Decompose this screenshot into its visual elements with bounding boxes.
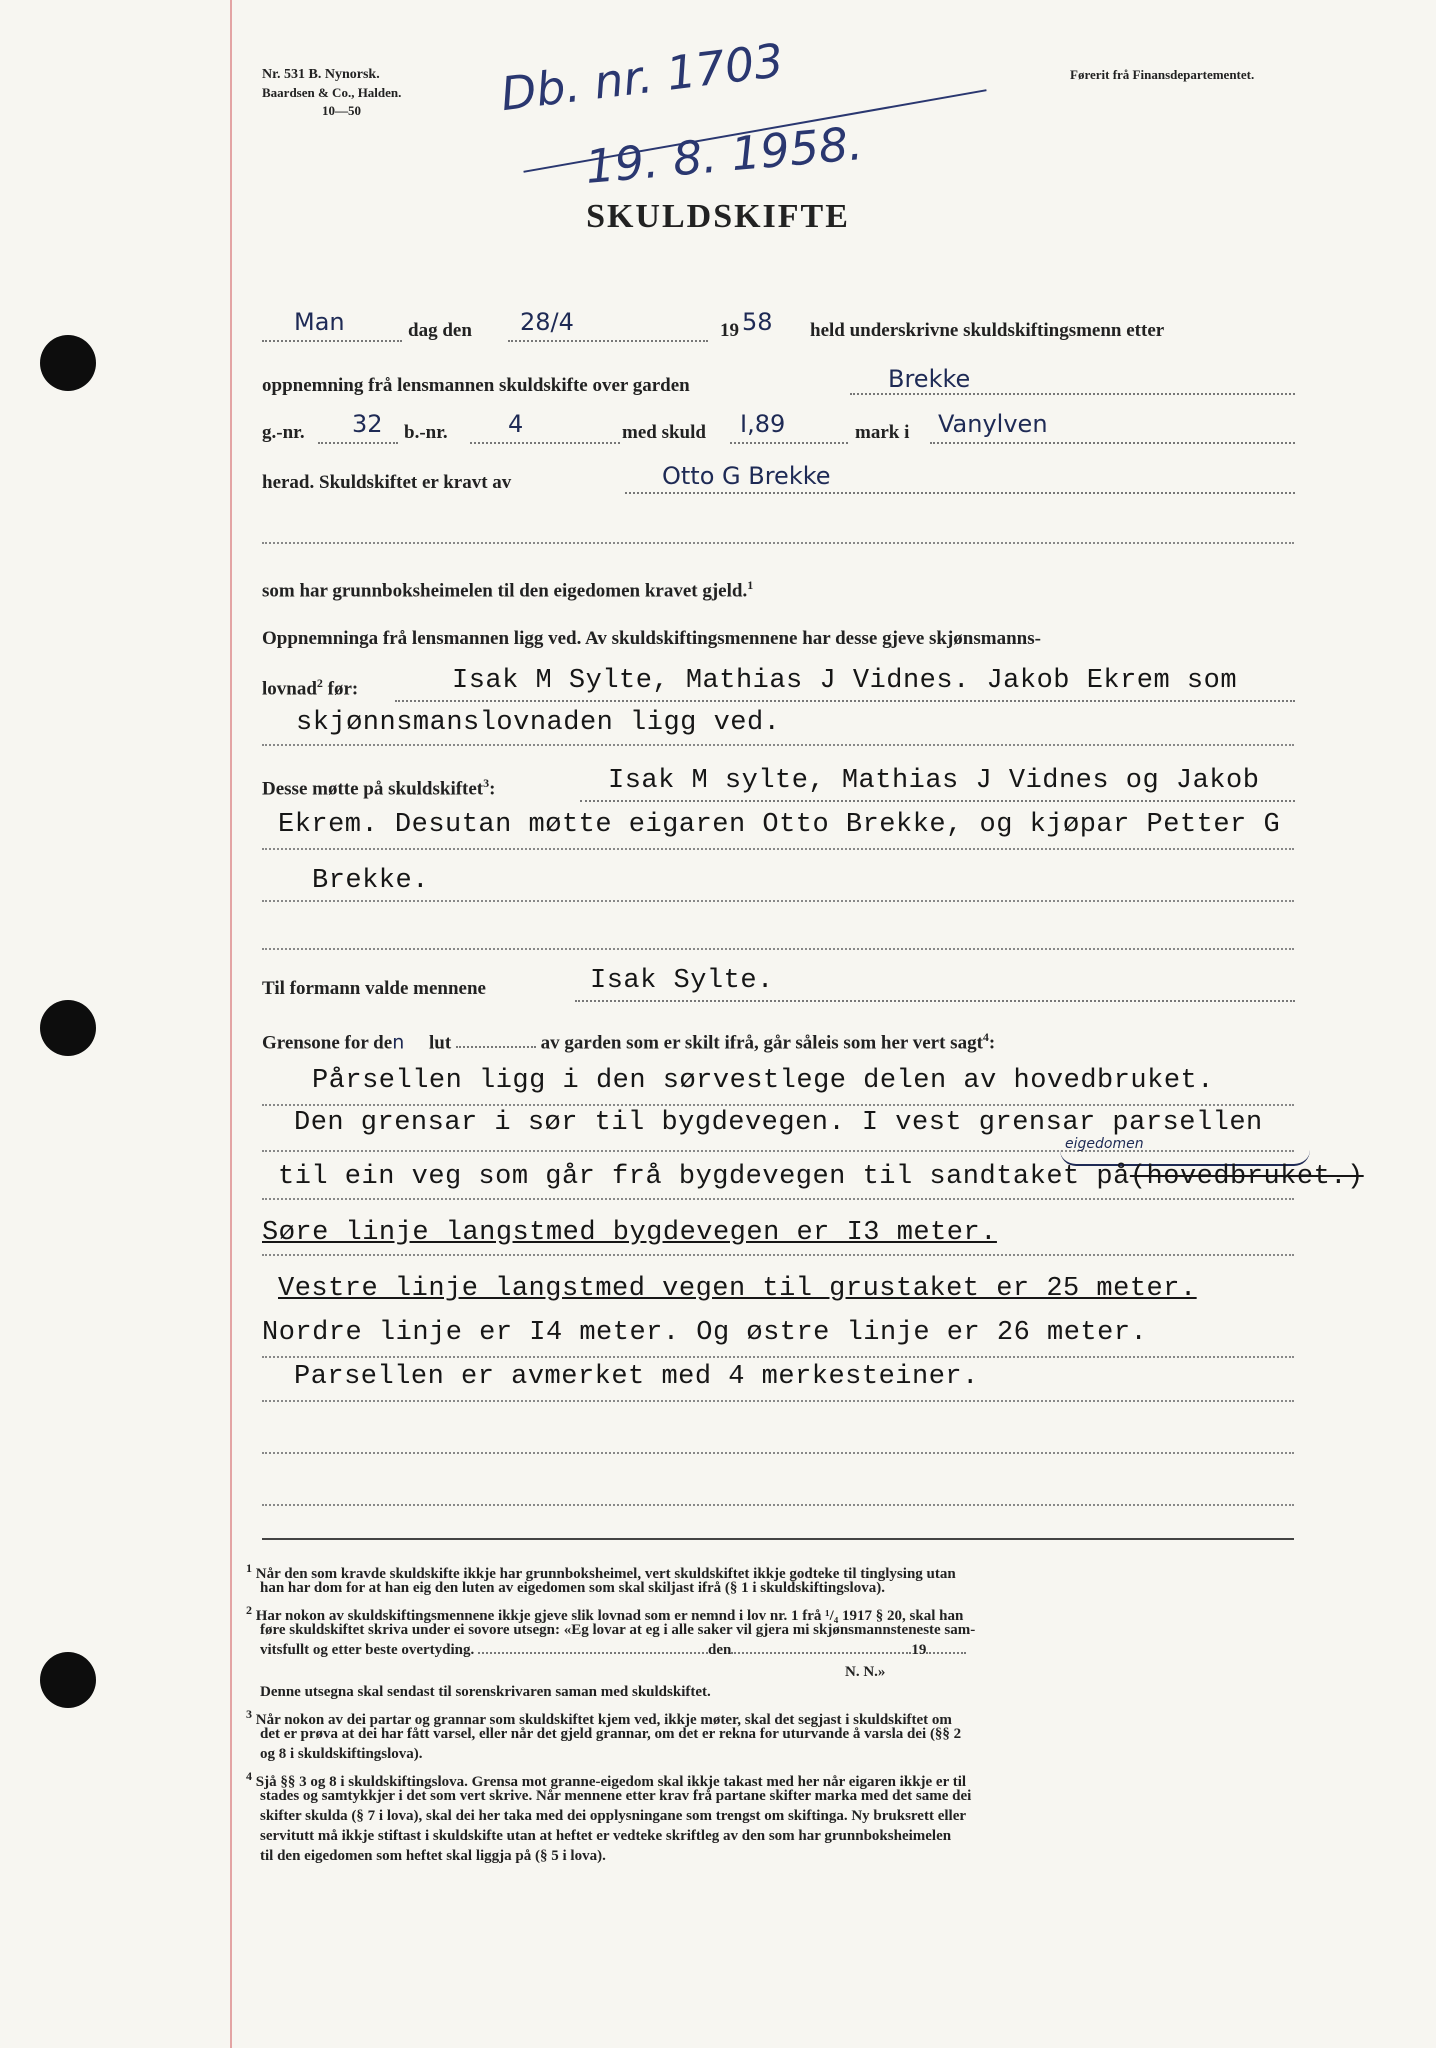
footnote-4-line-a: $^4$ Sjå §§ 3 og 8 i skuldskiftingslova. Grensa mot granne-eigedom skal ikkje takast med her når eigaren ikkje er til (246, 1769, 967, 1790)
registration-stamp-line1: Db. nr. 1703 (497, 32, 787, 122)
punch-hole-top (40, 335, 96, 391)
blank-line (262, 1356, 1294, 1358)
label-mark-i: mark i (855, 422, 910, 443)
blank-line (850, 393, 1295, 395)
label-herad: herad. Skuldskiftet er kravt av (262, 472, 512, 493)
claimant: Otto G Brekke (662, 462, 831, 490)
boundary-line-7: Parsellen er avmerket med 4 merkesteiner. (294, 1362, 979, 1392)
blank-line (625, 492, 1295, 494)
punch-hole-middle (40, 1000, 96, 1056)
punch-hole-bottom (40, 1652, 96, 1708)
sworn-line-1: Isak M Sylte, Mathias J Vidnes. Jakob Ekrem som (452, 666, 1238, 696)
boundary-line-3: til ein veg som går frå bygdevegen til sandtaket på(hovedbruket.) (278, 1162, 1364, 1192)
footnote-2-line-a: $^2$ Har nokon av skuldskiftingsmennene ikkje gjeve slik lovnad som er nemnd i lov nr. 1 frå ¹/₄ 1917 § 20, skal han (246, 1603, 964, 1624)
footnote-4-line-e: til den eigedomen som heftet skal liggja på (§ 5 i lova). (260, 1848, 606, 1864)
label-held: held underskrivne skuldskiftingsmenn etter (810, 320, 1165, 341)
boundary-line-2: Den grensar i sør til bygdevegen. I vest grensar parsellen (294, 1108, 1263, 1138)
boundary-line-5: Vestre linje langstmed vegen til grustaket er 25 meter. (278, 1274, 1197, 1304)
label-oppnemning: oppnemning frå lensmannen skuldskifte over garden (262, 375, 690, 396)
footnote-2-line-d: Denne utsegna skal sendast til sorenskrivaren saman med skuldskiftet. (260, 1684, 711, 1700)
boundary-line-4: Søre linje langstmed bygdevegen er I3 meter. (262, 1218, 997, 1248)
boundary-line-6: Nordre linje er I4 meter. Og østre linje er 26 meter. (262, 1318, 1148, 1348)
blank-line (395, 700, 1295, 702)
blank-line (262, 848, 1294, 850)
blank-line (575, 1000, 1295, 1002)
blank-line (262, 1104, 1294, 1106)
page-title: SKULDSKIFTE (586, 198, 850, 235)
margin-rule (230, 0, 232, 2048)
blank-line (262, 1198, 1294, 1200)
municipality: Vanylven (938, 410, 1048, 438)
blank-line (262, 1452, 1294, 1454)
form-header (262, 66, 401, 120)
gnr: 32 (352, 410, 383, 438)
lovnad-label: lovnad$^2$ før: (262, 676, 359, 700)
blank-line (262, 900, 1294, 902)
footnote-3-line-a: $^3$ Når nokon av dei partar og grannar som skuldskiftet kjem ved, ikkje møter, skal det segjast i skuldskiftet om (246, 1707, 952, 1728)
footnote-3-line-c: og 8 i skuldskiftingslova). (260, 1746, 423, 1762)
authority-note: Førerit frå Finansdepartementet. (1070, 67, 1255, 82)
farm-name: Brekke (888, 365, 971, 393)
year-prefix: 19 (720, 320, 739, 341)
blank-line (318, 442, 398, 444)
year-suffix: 58 (742, 308, 773, 336)
skuld: I,89 (740, 410, 786, 438)
footnote-4-line-d: servitutt må ikkje stiftast i skuldskifte utan at heftet er vedteke skriftleg av den som har grunnboksheimelen (260, 1828, 952, 1844)
blank-line (262, 1254, 1294, 1256)
footnote-2-signature: N. N.» (845, 1664, 886, 1680)
footnote-3-line-b: det er prøva at dei har fått varsel, eller når det gjeld grannar, om det er rekna for uturvande å varsla dei (§§ 2 (260, 1726, 962, 1742)
label-dag-den: dag den (408, 320, 472, 341)
footnote-4-line-c: skifter skulda (§ 7 i lova), skal dei her taka med dei opplysningane som trengst om skiftinga. Ny bruksrett eller (260, 1808, 967, 1824)
chairman: Isak Sylte. (590, 966, 774, 996)
label-med-skuld: med skuld (622, 422, 706, 443)
blank-line (730, 442, 848, 444)
footnote-2-line-b: føre skuldskiftet skriva under ei sovore utsegn: «Eg lovar at eg i alle saker vil gjera mi skjønsmannsteneste sam- (260, 1622, 976, 1638)
footnote-1-line-b: han har dom for at han eig den luten av eigedomen som skal skiljast ifrå (§ 1 i skuldskiftingslova). (260, 1580, 885, 1596)
blank-line (508, 340, 708, 342)
day-name: Man (294, 308, 345, 336)
print-code: 10—50 (322, 103, 361, 118)
sworn-line-2: skjønnsmanslovnaden ligg ved. (296, 708, 781, 738)
blank-line (262, 1400, 1294, 1402)
grunnbok-text: som har grunnboksheimelen til den eigedomen kravet gjeld.$^1$ (262, 578, 754, 602)
grensone-label: Grensone for den lut av garden som er skilt ifrå, går såleis som her vert sagt$^4$: (262, 1030, 996, 1054)
blank-line (262, 1504, 1294, 1506)
formann-label: Til formann valde mennene (262, 978, 486, 999)
label-gnr: g.-nr. (262, 422, 305, 443)
handwritten-insert: eigedomen (1065, 1136, 1144, 1152)
printer-name: Baardsen & Co., Halden. (262, 85, 402, 100)
blank-line (262, 340, 402, 342)
footnote-2-line-c: vitsfullt og etter beste overtyding. den 19 (260, 1640, 1300, 1660)
blank-line (262, 542, 1294, 544)
blank-line (262, 744, 1294, 746)
boundary-line-1: Pårsellen ligg i den sørvestlege delen av hovedbruket. (312, 1066, 1214, 1096)
label-bnr: b.-nr. (404, 422, 448, 443)
desse-label: Desse møtte på skuldskiftet$^3$: (262, 776, 496, 800)
blank-line (930, 442, 1295, 444)
attended-line-3: Brekke. (312, 866, 429, 896)
footnote-divider (262, 1538, 1294, 1540)
blank-line (262, 948, 1294, 950)
date: 28/4 (520, 308, 574, 336)
oppnemninga-text: Oppnemninga frå lensmannen ligg ved. Av skuldskiftingsmennene har desse gjeve skjønsmanns- (262, 628, 1041, 649)
attended-line-1: Isak M sylte, Mathias J Vidnes og Jakob (608, 766, 1260, 796)
form-number: Nr. 531 B. Nynorsk. (262, 67, 380, 82)
registration-stamp-line2: 19. 8. 1958. (583, 115, 865, 195)
blank-line (470, 442, 620, 444)
footnote-4-line-b: stades og samtykkjer i det som vert skrive. Når mennene etter krav frå partane skifter marka med det same dei (260, 1788, 972, 1804)
footnote-1-line-a: $^1$ Når den som kravde skuldskifte ikkje har grunnboksheimel, vert skuldskiftet ikkje godteke til tinglysing utan (246, 1561, 956, 1582)
attended-line-2: Ekrem. Desutan møtte eigaren Otto Brekke, og kjøpar Petter G (278, 810, 1281, 840)
blank-line (580, 800, 1295, 802)
bnr: 4 (508, 410, 524, 438)
